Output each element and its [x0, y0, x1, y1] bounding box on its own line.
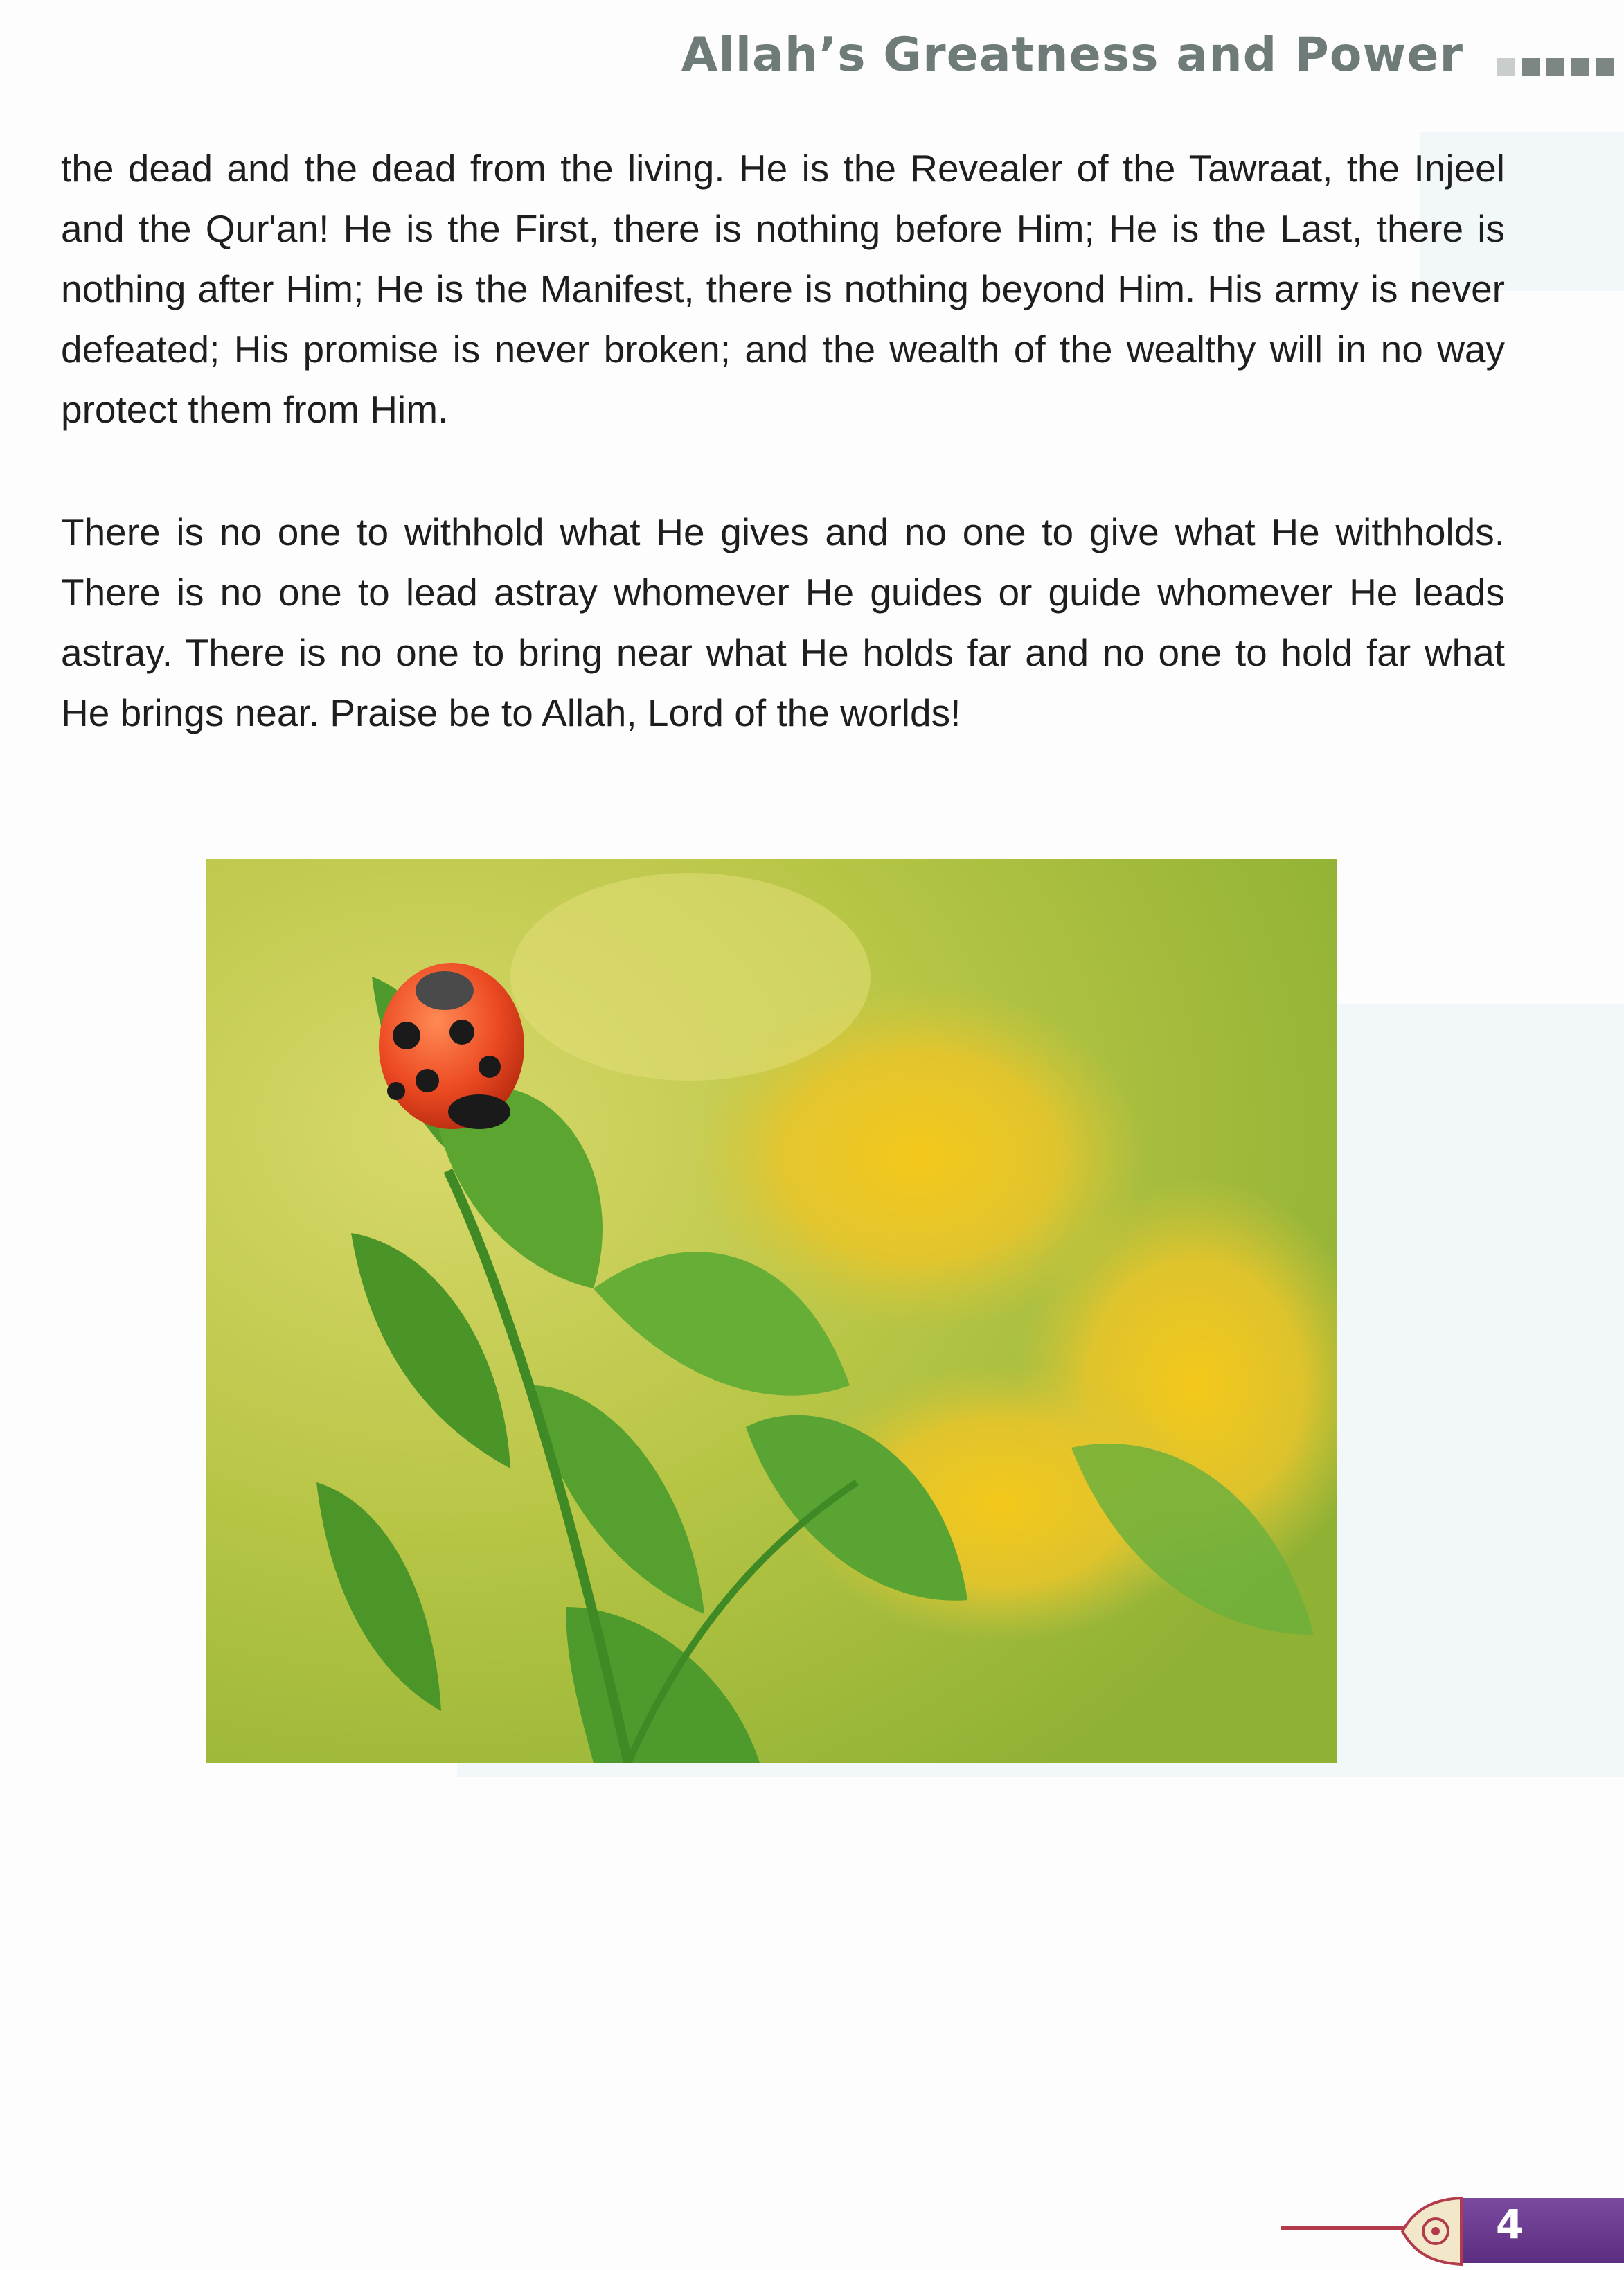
- square-icon: [1546, 58, 1564, 76]
- page-number: 4: [1495, 2201, 1524, 2248]
- ladybug-photo-illustration: [206, 859, 1337, 1763]
- chapter-title: Allah’s Greatness and Power: [681, 28, 1463, 82]
- footer-rule: [1281, 2226, 1406, 2230]
- ladybug-photo: [206, 859, 1337, 1763]
- body-paragraph: There is no one to withhold what He gives and no one to give what He withholds. There is no one to lead astray whomever He guides or guide whomever He leads astray. There is no one to bring near what He holds far and no one to hold far what He brings near. Praise be to Allah, Lord of the worlds!: [61, 511, 1505, 734]
- square-icon: [1571, 58, 1589, 76]
- square-icon: [1522, 58, 1540, 76]
- square-icon: [1596, 58, 1614, 76]
- page-header: [654, 21, 1624, 97]
- ornament-icon: [1395, 2192, 1479, 2270]
- header-squares-ornament: [1497, 58, 1614, 76]
- square-icon: [1497, 58, 1515, 76]
- body-paragraph: the dead and the dead from the living. He is the Revealer of the Tawraat, the Injeel and the Qur'an! He is the First, there is nothing before Him; He is the Last, there is nothing after Him; He is the Manifest, there is nothing beyond Him. His army is never defeated; His promise is never broken; and the wealth of the wealthy will in no way protect them from Him.: [61, 147, 1505, 431]
- page-number-badge: [1395, 2192, 1624, 2270]
